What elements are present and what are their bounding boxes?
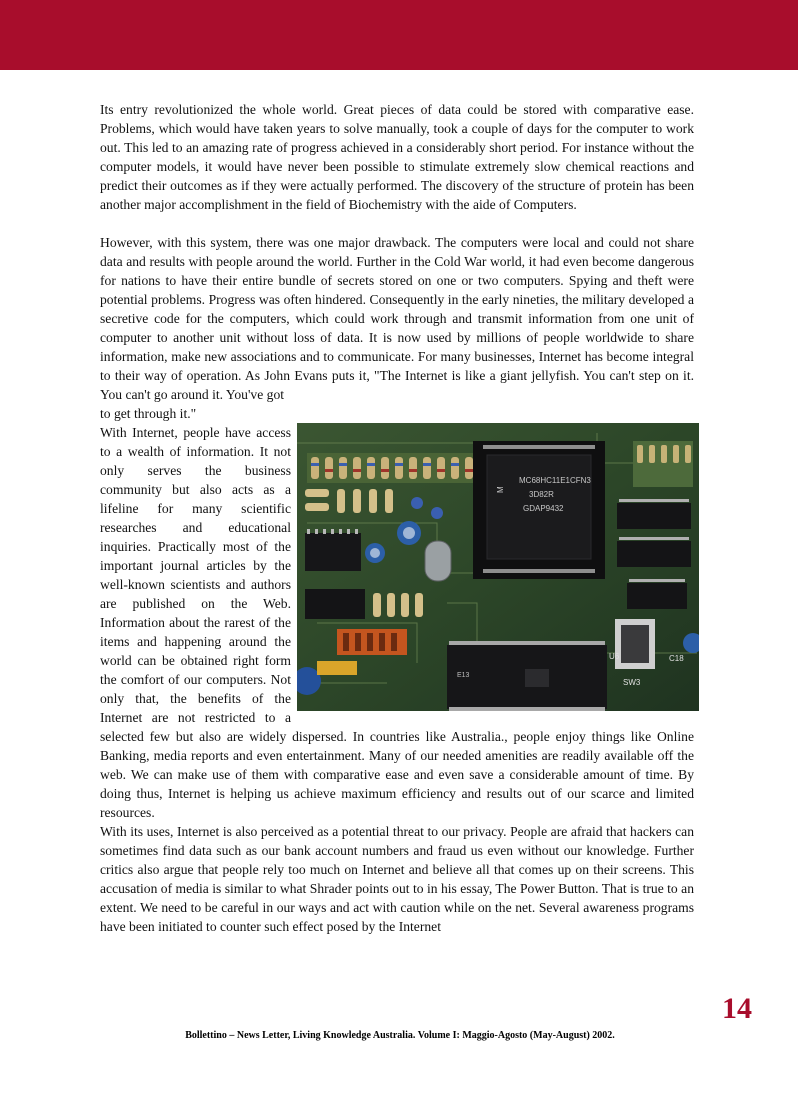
chip-label-1: MC68HC11E1CFN3 [519, 476, 591, 485]
circuit-board-illustration [297, 423, 699, 711]
page-number: 14 [722, 992, 752, 1025]
board-label-e13: E13 [457, 672, 470, 679]
paragraph-2: However, with this system, there was one major drawback. The computers were local and could not share data and results with people around the world. Further in the Cold War world, it had even become dangerous for nations to have their entire bundle of secrets stored on one or two computers. Spying and theft were potential problems. Progress was often hindered. Consequently in the early nineties, the military developed a secretive code for the computers, which could work through and transmit information from one unit of computer to another unit without loss of data. It is now used by millions of people worldwide to share information, make new associations and to communicate. For many businesses, Internet has become integral to their way of operation. As John Evans puts it, "The Internet is like a giant jellyfish. You can't step on it. You can't go around it. You've got [100, 235, 694, 402]
paragraph-3: With Internet, people have access to a wealth of information. It not only serves the business community but also acts as a lifeline for many scientific researches and educational inquiries. Practically most of the important journal articles by the well-known scientists and authors are published on the Web. Information about the rarest of the items and happening around the world can be obtained right form the comfort of our computers. Not only that, the benefits of the Internet are not restricted to a selected few but also are widely dispersed. In countries like Australia., people enjoy things like Online Banking, media reports and even entertainment. Many of our needed amenities are readily available off the web. We can make use of them with comparative ease and even save a considerable amount of time. By doing thus, Internet is helping us achieve maximum efficiency and results out of our scarce and limited resources. [100, 425, 694, 820]
crystal-oscillator [425, 541, 451, 581]
paragraph-1: Its entry revolutionized the whole world. Great pieces of data could be stored with comparative ease. Problems, which would have taken years to solve manually, took a couple of days for the computer to work out. This led to an amazing rate of progress achieved in a considerably short period. For instance without the computer models, it would have never been possible to stimulate extremely slow chemical reactions and predict their outcomes as if they were actually performed. The discovery of the structure of protein has been another major accomplishment in the field of Biochemistry with the aide of Computers. [100, 102, 694, 212]
header-band [0, 0, 798, 70]
bottom-chip [447, 641, 607, 711]
main-chip [473, 441, 605, 579]
paragraph-4: With its uses, Internet is also perceived as a potential threat to our privacy. People are afraid that hackers can sometimes find data such as our bank account numbers and fraud us even without our knowledge. Further critics also argue that people rely too much on Internet and believe all that comes up on their screens. This accusation of media is similar to what Shrader points out to in his essay, The Power Button. That is true to an extent. We need to be careful in our ways and act with caution while on the net. Several awareness programs have been initiated to counter such effect posed by the Internet [100, 824, 694, 934]
resistor-row-top [307, 453, 477, 483]
board-label-sw3: SW3 [623, 678, 641, 687]
board-label-c18: C18 [669, 654, 684, 663]
small-ic-left [305, 529, 361, 571]
chip-label-2: 3D82R [529, 490, 554, 499]
svg-text:M: M [496, 486, 505, 493]
footer-citation: Bollettino – News Letter, Living Knowledge Australia. Volume I: Maggio-Agosto (May-August) 2002. [185, 1030, 615, 1041]
paragraph-2-end: to get through it." [100, 406, 197, 421]
circuit-board-photo [297, 423, 699, 711]
article-body [100, 100, 694, 936]
paragraph-gap [100, 214, 694, 233]
board-label-u6: U6 [609, 652, 620, 661]
chip-label-3: GDAP9432 [523, 504, 564, 513]
